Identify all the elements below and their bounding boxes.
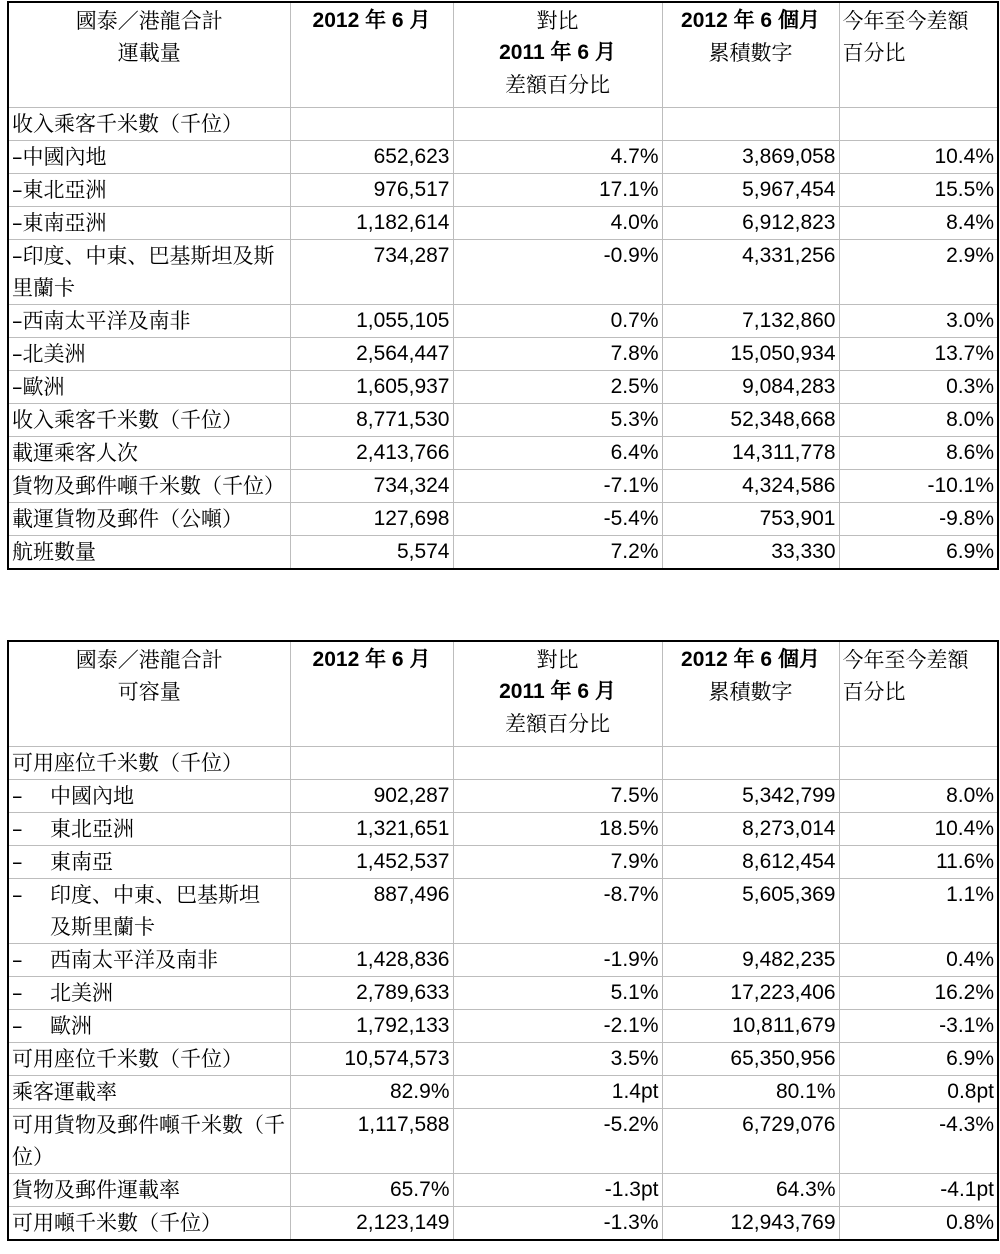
dash-marker: – — [12, 981, 23, 1005]
header-vs-prev — [453, 641, 662, 747]
cell-vs-prev: -0.9% — [453, 240, 662, 305]
dash-marker: – — [12, 817, 23, 841]
cell-vs-prev: 7.9% — [453, 846, 662, 879]
header-line: 可容量 — [117, 680, 181, 704]
cell-month: 1,605,937 — [290, 371, 453, 404]
cell-ytd: 7,132,860 — [662, 305, 839, 338]
cell-month: 2,413,766 — [290, 437, 453, 470]
row-label: 載運乘客人次 — [8, 437, 290, 470]
cell-ytd-change: 2.9% — [839, 240, 998, 305]
header-line: 2012 年 6 個月 — [681, 9, 820, 32]
table-row — [8, 1076, 998, 1109]
header-ytd — [662, 2, 839, 108]
dash-marker: – — [12, 1014, 23, 1038]
cell-vs-prev: -1.9% — [453, 944, 662, 977]
row-label: –東北亞洲 — [8, 174, 290, 207]
row-label: –歐洲 — [8, 371, 290, 404]
cell-ytd-change: 13.7% — [839, 338, 998, 371]
header-line: 2012 年 6 個月 — [681, 648, 820, 671]
cell-ytd-change: -10.1% — [839, 470, 998, 503]
table-row — [8, 1010, 998, 1043]
cell-ytd: 14,311,778 — [662, 437, 839, 470]
cell-ytd: 5,605,369 — [662, 879, 839, 944]
empty-cell — [662, 747, 839, 780]
traffic-rows — [8, 141, 998, 570]
cell-ytd: 15,050,934 — [662, 338, 839, 371]
table-row — [8, 977, 998, 1010]
header-line: 百分比 — [842, 680, 906, 704]
cell-month: 1,428,836 — [290, 944, 453, 977]
table-row — [8, 879, 998, 944]
row-label — [8, 813, 290, 846]
row-label — [8, 977, 290, 1010]
cell-vs-prev: 17.1% — [453, 174, 662, 207]
dash-marker: – — [12, 784, 23, 808]
table-row — [8, 503, 998, 536]
table-row — [8, 1043, 998, 1076]
cell-ytd-change: -4.3% — [839, 1109, 998, 1174]
cell-ytd-change: 10.4% — [839, 813, 998, 846]
cell-vs-prev: -8.7% — [453, 879, 662, 944]
row-label: –西南太平洋及南非 — [8, 305, 290, 338]
row-label — [8, 780, 290, 813]
cell-vs-prev: 4.7% — [453, 141, 662, 174]
cell-month: 10,574,573 — [290, 1043, 453, 1076]
row-label — [8, 879, 290, 944]
table-row — [8, 240, 998, 305]
cell-ytd: 9,084,283 — [662, 371, 839, 404]
dash-marker: – — [12, 883, 23, 907]
empty-cell — [839, 108, 998, 141]
cell-vs-prev: 0.7% — [453, 305, 662, 338]
cell-vs-prev: 7.8% — [453, 338, 662, 371]
cell-month: 127,698 — [290, 503, 453, 536]
header-month — [290, 641, 453, 747]
table-row — [8, 470, 998, 503]
dash-marker: – — [12, 850, 23, 874]
cell-ytd-change: 1.1% — [839, 879, 998, 944]
cell-ytd: 12,943,769 — [662, 1207, 839, 1241]
cell-month: 1,182,614 — [290, 207, 453, 240]
cell-ytd: 8,273,014 — [662, 813, 839, 846]
header-line: 差額百分比 — [505, 73, 610, 97]
header-ytd — [662, 641, 839, 747]
cell-month: 734,324 — [290, 470, 453, 503]
cell-ytd: 65,350,956 — [662, 1043, 839, 1076]
cell-vs-prev: 5.1% — [453, 977, 662, 1010]
row-label: 貨物及郵件運載率 — [8, 1174, 290, 1207]
table-header-row — [8, 2, 998, 108]
cell-ytd-change: 8.6% — [839, 437, 998, 470]
cell-ytd: 10,811,679 — [662, 1010, 839, 1043]
cell-month: 734,287 — [290, 240, 453, 305]
cell-ytd-change: 8.0% — [839, 780, 998, 813]
table-row — [8, 813, 998, 846]
cell-month: 1,055,105 — [290, 305, 453, 338]
header-airline-traffic — [8, 2, 290, 108]
cell-vs-prev: -2.1% — [453, 1010, 662, 1043]
row-label — [8, 1010, 290, 1043]
cell-month: 902,287 — [290, 780, 453, 813]
cell-ytd-change: 8.0% — [839, 404, 998, 437]
cell-vs-prev: 18.5% — [453, 813, 662, 846]
row-label: 貨物及郵件噸千米數（千位） — [8, 470, 290, 503]
cell-ytd: 3,869,058 — [662, 141, 839, 174]
row-label-text: 中國內地 — [50, 784, 134, 808]
cell-ytd: 5,967,454 — [662, 174, 839, 207]
table-row — [8, 944, 998, 977]
header-ytd-change — [839, 641, 998, 747]
table-row — [8, 536, 998, 570]
row-label-text: 西南太平洋及南非 — [50, 948, 218, 972]
row-label: –印度、中東、巴基斯坦及斯里蘭卡 — [8, 240, 290, 305]
cell-month: 652,623 — [290, 141, 453, 174]
header-line: 對比 — [536, 648, 579, 672]
empty-cell — [290, 108, 453, 141]
row-label: 可用貨物及郵件噸千米數（千位） — [8, 1109, 290, 1174]
cell-month: 8,771,530 — [290, 404, 453, 437]
cell-ytd: 52,348,668 — [662, 404, 839, 437]
row-label: 航班數量 — [8, 536, 290, 570]
row-label-text: 印度、中東、巴基斯坦及斯里蘭卡 — [50, 883, 260, 939]
header-line: 差額百分比 — [505, 712, 610, 736]
row-label: 載運貨物及郵件（公噸） — [8, 503, 290, 536]
section-row — [8, 747, 998, 780]
table-row — [8, 437, 998, 470]
header-line: 累積數字 — [708, 680, 793, 704]
cell-month: 976,517 — [290, 174, 453, 207]
row-label: 可用座位千米數（千位） — [8, 1043, 290, 1076]
capacity-table — [7, 640, 999, 1241]
header-line: 累積數字 — [708, 41, 793, 65]
empty-cell — [453, 747, 662, 780]
cell-month: 82.9% — [290, 1076, 453, 1109]
header-vs-prev — [453, 2, 662, 108]
table-row — [8, 305, 998, 338]
header-line: 2011 年 6 月 — [499, 680, 616, 703]
cell-vs-prev: -1.3pt — [453, 1174, 662, 1207]
cell-ytd-change: 16.2% — [839, 977, 998, 1010]
row-label: –北美洲 — [8, 338, 290, 371]
table-row — [8, 338, 998, 371]
cell-ytd-change: 3.0% — [839, 305, 998, 338]
header-line: 2012 年 6 月 — [312, 648, 431, 671]
row-label-text: 北美洲 — [50, 981, 113, 1005]
cell-vs-prev: 1.4pt — [453, 1076, 662, 1109]
empty-cell — [453, 108, 662, 141]
cell-ytd-change: -3.1% — [839, 1010, 998, 1043]
cell-month: 1,117,588 — [290, 1109, 453, 1174]
cell-vs-prev: 3.5% — [453, 1043, 662, 1076]
cell-ytd-change: -9.8% — [839, 503, 998, 536]
cell-ytd-change: 15.5% — [839, 174, 998, 207]
row-label: 乘客運載率 — [8, 1076, 290, 1109]
empty-cell — [290, 747, 453, 780]
cell-ytd-change: 0.3% — [839, 371, 998, 404]
cell-ytd-change: 6.9% — [839, 536, 998, 570]
table-row — [8, 780, 998, 813]
cell-vs-prev: 2.5% — [453, 371, 662, 404]
cell-ytd-change: -4.1pt — [839, 1174, 998, 1207]
cell-vs-prev: 4.0% — [453, 207, 662, 240]
cell-ytd: 6,912,823 — [662, 207, 839, 240]
cell-month: 65.7% — [290, 1174, 453, 1207]
cell-ytd-change: 10.4% — [839, 141, 998, 174]
cell-vs-prev: -5.2% — [453, 1109, 662, 1174]
section-label: 可用座位千米數（千位） — [8, 747, 290, 780]
row-label: 收入乘客千米數（千位） — [8, 404, 290, 437]
header-line: 百分比 — [842, 41, 906, 65]
table-row — [8, 174, 998, 207]
cell-vs-prev: 7.2% — [453, 536, 662, 570]
cell-month: 2,789,633 — [290, 977, 453, 1010]
cell-ytd: 4,331,256 — [662, 240, 839, 305]
cell-ytd: 33,330 — [662, 536, 839, 570]
row-label-text: 歐洲 — [50, 1014, 92, 1038]
row-label — [8, 944, 290, 977]
section-label: 收入乘客千米數（千位） — [8, 108, 290, 141]
cell-vs-prev: -7.1% — [453, 470, 662, 503]
row-label: 可用噸千米數（千位） — [8, 1207, 290, 1241]
row-label — [8, 846, 290, 879]
table-row — [8, 207, 998, 240]
header-ytd-change — [839, 2, 998, 108]
header-line: 運載量 — [117, 41, 181, 65]
cell-month: 887,496 — [290, 879, 453, 944]
dash-marker: – — [12, 948, 23, 972]
cell-ytd: 753,901 — [662, 503, 839, 536]
cell-month: 5,574 — [290, 536, 453, 570]
traffic-table — [7, 1, 999, 570]
header-month — [290, 2, 453, 108]
table-row — [8, 846, 998, 879]
capacity-rows — [8, 780, 998, 1241]
table-row — [8, 1174, 998, 1207]
cell-ytd-change: 0.8% — [839, 1207, 998, 1241]
cell-ytd: 80.1% — [662, 1076, 839, 1109]
cell-vs-prev: 7.5% — [453, 780, 662, 813]
cell-ytd: 6,729,076 — [662, 1109, 839, 1174]
cell-month: 1,321,651 — [290, 813, 453, 846]
cell-ytd-change: 0.4% — [839, 944, 998, 977]
row-label: –中國內地 — [8, 141, 290, 174]
cell-ytd: 8,612,454 — [662, 846, 839, 879]
section-row — [8, 108, 998, 141]
header-airline-capacity — [8, 641, 290, 747]
cell-ytd: 17,223,406 — [662, 977, 839, 1010]
table-row — [8, 371, 998, 404]
header-line: 2011 年 6 月 — [499, 41, 616, 64]
cell-ytd-change: 0.8pt — [839, 1076, 998, 1109]
cell-vs-prev: 6.4% — [453, 437, 662, 470]
cell-vs-prev: -1.3% — [453, 1207, 662, 1241]
cell-month: 1,792,133 — [290, 1010, 453, 1043]
header-line: 國泰／港龍合計 — [75, 9, 223, 33]
table-row — [8, 1109, 998, 1174]
table-header-row — [8, 641, 998, 747]
table-row — [8, 404, 998, 437]
table-row — [8, 141, 998, 174]
cell-vs-prev: 5.3% — [453, 404, 662, 437]
row-label-text: 東南亞 — [50, 850, 113, 874]
header-line: 對比 — [536, 9, 579, 33]
cell-ytd-change: 8.4% — [839, 207, 998, 240]
cell-ytd: 9,482,235 — [662, 944, 839, 977]
header-line: 2012 年 6 月 — [312, 9, 431, 32]
table-row — [8, 1207, 998, 1241]
empty-cell — [662, 108, 839, 141]
cell-ytd-change: 6.9% — [839, 1043, 998, 1076]
cell-vs-prev: -5.4% — [453, 503, 662, 536]
cell-ytd-change: 11.6% — [839, 846, 998, 879]
cell-month: 2,123,149 — [290, 1207, 453, 1241]
cell-month: 1,452,537 — [290, 846, 453, 879]
cell-ytd: 5,342,799 — [662, 780, 839, 813]
header-line: 今年至今差額 — [842, 648, 969, 672]
row-label-text: 東北亞洲 — [50, 817, 134, 841]
empty-cell — [839, 747, 998, 780]
header-line: 今年至今差額 — [842, 9, 969, 33]
row-label: –東南亞洲 — [8, 207, 290, 240]
header-line: 國泰／港龍合計 — [75, 648, 223, 672]
cell-month: 2,564,447 — [290, 338, 453, 371]
cell-ytd: 64.3% — [662, 1174, 839, 1207]
cell-ytd: 4,324,586 — [662, 470, 839, 503]
